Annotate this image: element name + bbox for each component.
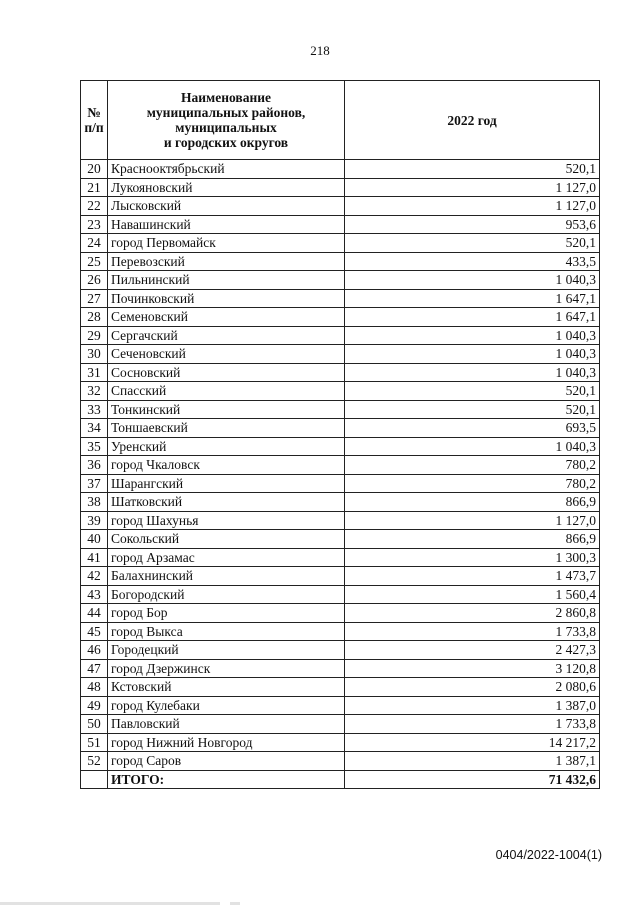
year-value: 866,9: [345, 530, 600, 549]
row-number: 42: [81, 567, 108, 586]
year-value: 693,5: [345, 419, 600, 438]
year-value: 1 040,3: [345, 326, 600, 345]
municipality-name: Сергачский: [108, 326, 345, 345]
row-number: 25: [81, 252, 108, 271]
table-row: [81, 197, 600, 216]
year-value: 1 300,3: [345, 548, 600, 567]
total-value: 71 432,6: [345, 770, 600, 789]
municipality-name: Павловский: [108, 715, 345, 734]
table-row: [81, 567, 600, 586]
header-year: 2022 год: [345, 81, 600, 160]
year-value: 2 427,3: [345, 641, 600, 660]
year-value: 1 040,3: [345, 271, 600, 290]
table-row: [81, 456, 600, 475]
table-row: [81, 419, 600, 438]
header-row: [81, 81, 600, 160]
table-row: [81, 585, 600, 604]
municipality-name: Перевозский: [108, 252, 345, 271]
table-row: [81, 659, 600, 678]
year-value: 3 120,8: [345, 659, 600, 678]
table-row: [81, 437, 600, 456]
row-number: 20: [81, 160, 108, 179]
municipality-name: город Дзержинск: [108, 659, 345, 678]
row-number: 40: [81, 530, 108, 549]
row-number: 22: [81, 197, 108, 216]
municipality-name: город Выкса: [108, 622, 345, 641]
year-value: 866,9: [345, 493, 600, 512]
year-value: 1 127,0: [345, 511, 600, 530]
row-number: 38: [81, 493, 108, 512]
year-value: 1 387,1: [345, 752, 600, 771]
municipality-name: Шатковский: [108, 493, 345, 512]
municipality-name: Тоншаевский: [108, 419, 345, 438]
table-row: [81, 326, 600, 345]
municipality-name: Кстовский: [108, 678, 345, 697]
municipality-name: Спасский: [108, 382, 345, 401]
table-row: [81, 178, 600, 197]
table-row: [81, 252, 600, 271]
year-value: 1 647,1: [345, 289, 600, 308]
municipality-name: Лысковский: [108, 197, 345, 216]
table-header: [81, 81, 600, 160]
row-number: 31: [81, 363, 108, 382]
year-value: 2 860,8: [345, 604, 600, 623]
year-value: 1 560,4: [345, 585, 600, 604]
table-row: [81, 289, 600, 308]
row-number: 41: [81, 548, 108, 567]
municipality-name: город Кулебаки: [108, 696, 345, 715]
municipality-name: Сосновский: [108, 363, 345, 382]
row-number: 37: [81, 474, 108, 493]
table-body: [81, 160, 600, 789]
municipality-name: город Чкаловск: [108, 456, 345, 475]
year-value: 1 040,3: [345, 437, 600, 456]
header-number: № п/п: [81, 81, 108, 160]
table-row: [81, 511, 600, 530]
row-number: 52: [81, 752, 108, 771]
page-number: 218: [310, 43, 330, 58]
municipality-name: Семеновский: [108, 308, 345, 327]
row-number: 34: [81, 419, 108, 438]
municipality-name: город Бор: [108, 604, 345, 623]
municipality-name: Навашинский: [108, 215, 345, 234]
municipality-name: город Саров: [108, 752, 345, 771]
municipality-name: Пильнинский: [108, 271, 345, 290]
municipality-name: Шарангский: [108, 474, 345, 493]
allocation-table: [80, 80, 600, 789]
year-value: 1 733,8: [345, 715, 600, 734]
table-row: [81, 530, 600, 549]
document-code: 0404/2022-1004(1): [495, 848, 602, 862]
municipality-name: город Нижний Новгород: [108, 733, 345, 752]
row-number: 50: [81, 715, 108, 734]
row-number: 35: [81, 437, 108, 456]
table-row: [81, 696, 600, 715]
row-number: 47: [81, 659, 108, 678]
year-value: 433,5: [345, 252, 600, 271]
year-value: 520,1: [345, 234, 600, 253]
table-row: [81, 622, 600, 641]
row-number: 27: [81, 289, 108, 308]
year-value: 520,1: [345, 160, 600, 179]
table-row: [81, 493, 600, 512]
table-row: [81, 363, 600, 382]
municipality-name: Балахнинский: [108, 567, 345, 586]
year-value: 2 080,6: [345, 678, 600, 697]
row-number: 24: [81, 234, 108, 253]
table-row: [81, 678, 600, 697]
table-row: [81, 400, 600, 419]
year-value: 1 127,0: [345, 178, 600, 197]
year-value: 520,1: [345, 400, 600, 419]
table-row: [81, 234, 600, 253]
table-row: [81, 271, 600, 290]
year-value: 1 647,1: [345, 308, 600, 327]
year-value: 520,1: [345, 382, 600, 401]
row-number: 39: [81, 511, 108, 530]
municipality-name: город Арзамас: [108, 548, 345, 567]
row-number: 44: [81, 604, 108, 623]
municipality-name: город Первомайск: [108, 234, 345, 253]
table-row: [81, 641, 600, 660]
table-row: [81, 215, 600, 234]
year-value: 1 040,3: [345, 363, 600, 382]
row-number: 45: [81, 622, 108, 641]
table-row: [81, 548, 600, 567]
table-row: [81, 752, 600, 771]
municipality-name: город Шахунья: [108, 511, 345, 530]
row-number: 51: [81, 733, 108, 752]
year-value: 1 387,0: [345, 696, 600, 715]
row-number: 46: [81, 641, 108, 660]
row-number: 29: [81, 326, 108, 345]
table-row: [81, 733, 600, 752]
year-value: 780,2: [345, 474, 600, 493]
row-number: 21: [81, 178, 108, 197]
year-value: 14 217,2: [345, 733, 600, 752]
total-row: [81, 770, 600, 789]
municipality-name: Починковский: [108, 289, 345, 308]
row-number: 43: [81, 585, 108, 604]
row-number: 32: [81, 382, 108, 401]
row-number: 33: [81, 400, 108, 419]
year-value: 1 473,7: [345, 567, 600, 586]
row-number: 36: [81, 456, 108, 475]
table-row: [81, 308, 600, 327]
row-number: 49: [81, 696, 108, 715]
municipality-name: Городецкий: [108, 641, 345, 660]
row-number: 30: [81, 345, 108, 364]
year-value: 1 733,8: [345, 622, 600, 641]
year-value: 1 040,3: [345, 345, 600, 364]
municipality-name: Богородский: [108, 585, 345, 604]
year-value: 953,6: [345, 215, 600, 234]
municipality-name: Сеченовский: [108, 345, 345, 364]
municipality-name: Уренский: [108, 437, 345, 456]
row-number: 48: [81, 678, 108, 697]
row-number: 28: [81, 308, 108, 327]
row-number: [81, 770, 108, 789]
table-row: [81, 715, 600, 734]
municipality-name: Сокольский: [108, 530, 345, 549]
table-row: [81, 382, 600, 401]
total-label: ИТОГО:: [108, 770, 345, 789]
table-row: [81, 474, 600, 493]
row-number: 26: [81, 271, 108, 290]
table-row: [81, 345, 600, 364]
municipality-name: Краснооктябрьский: [108, 160, 345, 179]
table-row: [81, 160, 600, 179]
municipality-name: Тонкинский: [108, 400, 345, 419]
table-row: [81, 604, 600, 623]
row-number: 23: [81, 215, 108, 234]
municipality-name: Лукояновский: [108, 178, 345, 197]
year-value: 780,2: [345, 456, 600, 475]
year-value: 1 127,0: [345, 197, 600, 216]
header-name: Наименование муниципальных районов, муниципальных и городских округов: [108, 81, 345, 160]
